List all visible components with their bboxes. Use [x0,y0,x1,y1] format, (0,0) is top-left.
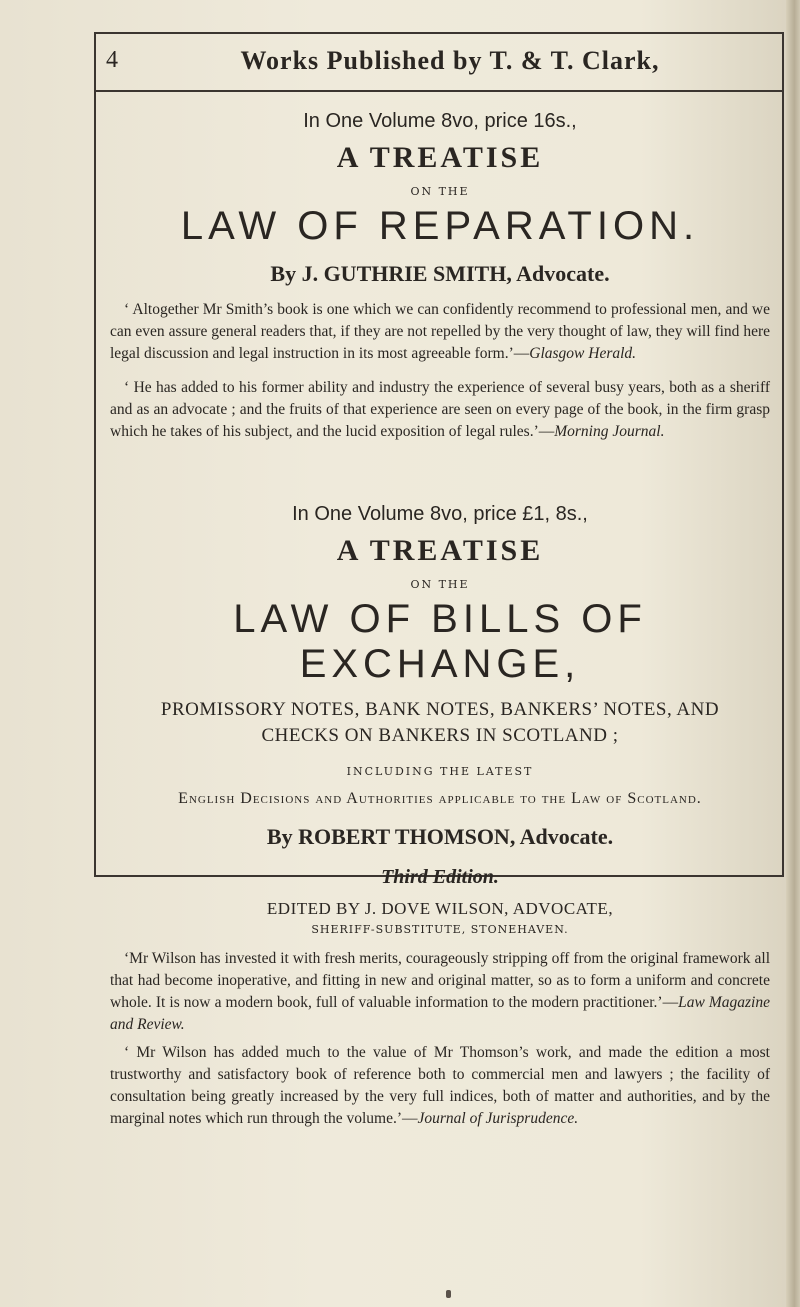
including-label: INCLUDING THE LATEST [346,765,534,778]
review-text: ‘ He has added to his former ability and industry the experience of several busy years, both as a sheriff and as an advocate ; and the fruits of that experience are seen on every page of the book, in the firm grasp which he takes of his subject, and the lucid exposition of legal rules.’— [110,379,770,440]
header-rule [94,90,784,92]
book-title: LAW OF BILLS OF EXCHANGE, [233,597,647,686]
book-bills-of-exchange [110,503,770,1130]
treatise-heading: A TREATISE [336,141,544,174]
review-source: Glasgow Herald. [529,345,637,362]
review-text: ‘ Altogether Mr Smith’s book is one which we can confidently recommend to professional men, and we can even assure general readers that, if they are not repelled by the very thought of law, they will find here legal discussion and legal instruction in its most agreeable form.’— [110,301,770,362]
review-source: Law Magazine and Review. [110,994,770,1033]
book-reparation [110,110,770,443]
volume-price: In One Volume 8vo, price 16s., [303,110,577,132]
review-source: Journal of Jurisprudence. [417,1110,579,1127]
review-quote [110,377,770,443]
frame-left-rule [94,32,96,877]
page-edge-shadow [786,0,800,1307]
review-text: ‘ Mr Wilson has added much to the value of Mr Thomson’s work, and made the edition a most trustworthy and satisfactory book of reference both to commercial men and lawyers ; the facility of consultation being greatly increased by the very full indices, both of matter and authorities, and by the marginal notes which run through the volume.’— [110,1044,770,1127]
book-subtitle-line1: PROMISSORY NOTES, BANK NOTES, BANKERS’ NOTES, AND [160,699,720,720]
ink-mark [446,1290,451,1298]
page-number: 4 [106,47,118,73]
on-the-label: ON THE [410,578,470,591]
book-title: LAW OF REPARATION. [180,204,700,248]
editor-title: SHERIFF-SUBSTITUTE, STONEHAVEN. [311,923,569,936]
book-subtitle-line2: CHECKS ON BANKERS IN SCOTLAND ; [261,725,619,746]
book-author: By J. GUTHRIE SMITH, Advocate. [270,261,610,286]
volume-price: In One Volume 8vo, price £1, 8s., [292,503,588,525]
advertisement-content [110,110,770,1130]
review-quote [110,299,770,365]
running-head: Works Published by T. & T. Clark, [240,46,660,75]
book-author: By ROBERT THOMSON, Advocate. [266,824,614,849]
frame-top-rule [94,32,784,34]
frame-right-rule [782,32,784,877]
editor-line: EDITED BY J. DOVE WILSON, ADVOCATE, [266,899,614,918]
review-text: ‘Mr Wilson has invested it with fresh merits, courageously stripping off from the original framework all that had become inoperative, and fitting in new and original matter, so as to form a uniform and concrete whole. It is now a modern book, full of valuable information to the modern practitioner.’— [110,950,770,1011]
on-the-label: ON THE [410,185,470,198]
review-quote [110,1042,770,1130]
review-quote [110,948,770,1036]
review-source: Morning Journal. [554,423,665,440]
treatise-heading: A TREATISE [336,534,544,567]
edition-label: Third Edition. [381,866,499,888]
scope-line: English Decisions and Authorities applicable to the Law of Scotland. [178,790,702,807]
